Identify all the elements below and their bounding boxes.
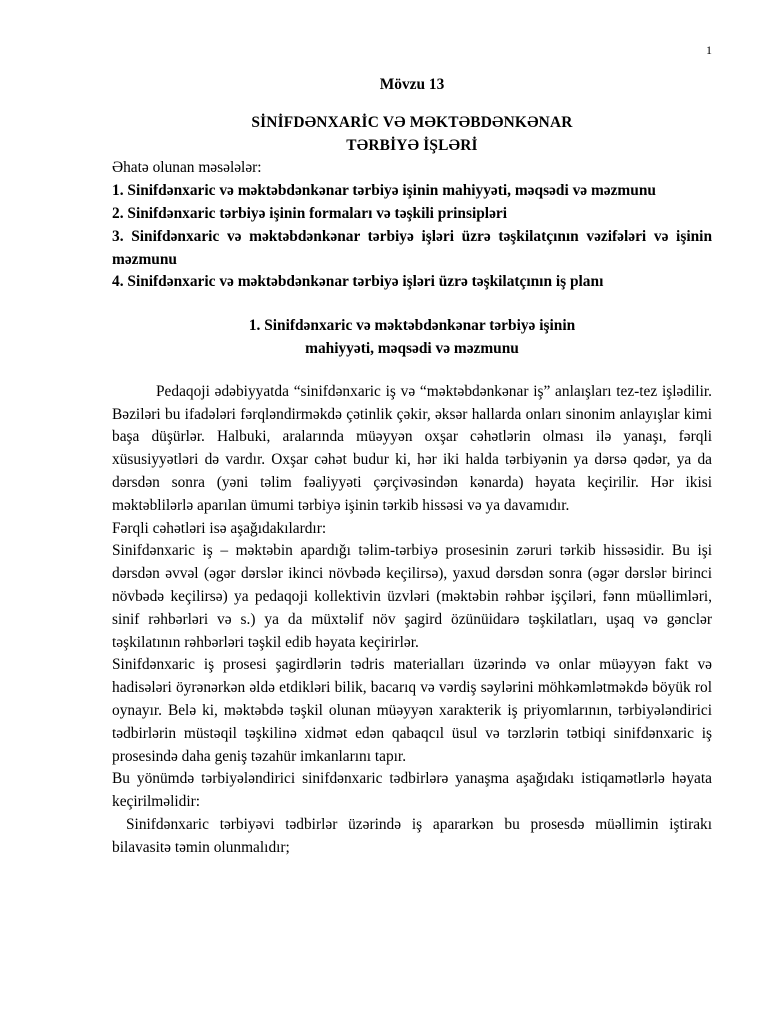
outline-item: 1. Sinifdənxaric və məktəbdənkənar tərbiyə işinin mahiyyəti, məqsədi və məzmunu [112,182,656,200]
section-heading-line: mahiyyəti, məqsədi və məzmunu [305,339,519,357]
bullet-item [112,814,712,860]
topic-label: Mövzu 13 [379,76,445,93]
document-body [112,74,712,860]
bullet-text: Sinifdənxaric tərbiyəvi tədbirlər üzərində iş apararkən bu prosesdə müəllimin iştirakı bilavasitə təmin olunmalıdır; [112,815,712,856]
paragraph: Sinifdənxaric iş – məktəbin apardığı təlim-tərbiyə prosesinin zəruri tərkib hissəsidir. Bu işi dərsdən əvvəl (əgər dərslər ikinci növbədə keçilirsə), yaxud dərsdən sonra (əgər dərslər birinci növbədə keçilirsə) ya pedaqoji kollektivin üzvləri (məktəbin rəhbər işçiləri, fənn müəllimləri, sinif rəhbərləri və s.) ya da müxtəlif növ şagird özünüidarə təşkilatları, uşaq və gənclər təşkilatının rəhbərləri təşkil edib həyata keçirirlər. [112,542,712,651]
section-heading-line: 1. Sinifdənxaric və məktəbdənkənar tərbiyə işinin [248,317,576,335]
section-heading [112,315,712,361]
outline-item: 2. Sinifdənxaric tərbiyə işinin formaları və təşkili prinsipləri [112,204,508,222]
paragraph: Bu yönümdə tərbiyələndirici sinifdənxaric tədbirlərə yanaşma aşağıdakı istiqamətlərlə həyata keçirilməlidir: [112,770,712,811]
outline-item: 4. Sinifdənxaric və məktəbdənkənar tərbiyə işləri üzrə təşkilatçının iş planı [112,273,604,291]
paragraph: Fərqli cəhətləri isə aşağıdakılardır: [112,519,327,537]
document-title [112,112,712,158]
paragraph: Pedaqoji ədəbiyyatda “sinifdənxaric iş və “məktəbdənkənar iş” anlaışları tez-tez işlədilir. Bəziləri bu ifadələri fərqləndirməkdə çətinlik çəkir, əksər hallarda onları sinonim anlayışlar kimi başa düşürlər. Halbuki, aralarında müəyyən oxşar cəhətlərin olması ilə yanaşı, fərqli xüsusiyyətləri də vardır. Oxşar cəhət budur ki, hər iki halda tərbiyənin ya dərsə qədər, ya da dərsdən sonra (yəni təlim fəaliyyəti çərçivəsindən kənarda) həyata keçirilir. Hər ikisi məktəblilərlə aparılan ümumi tərbiyə işinin tərkib hissəsi və ya davamıdır. [112,382,712,514]
page-number: 1 [706,43,712,57]
scope-label: Əhatə olunan məsələlər: [112,159,262,177]
outline-item: 3. Sinifdənxaric və məktəbdənkənar tərbiyə işləri üzrə təşkilatçının vəzifələri və işinin məzmunu [112,227,712,268]
title-line: SİNİFDƏNXARİC VƏ MƏKTƏBDƏNKƏNAR [251,113,573,131]
paragraph: Sinifdənxaric iş prosesi şagirdlərin tədris materialları üzərində və onlar müəyyən fakt və hadisələri öyrənərkən əldə etdikləri bilik, bacarıq və vərdiş səylərini möhkəmlətməkdə böyük rol oynayır. Belə ki, məktəbdə təşkil olunan müəyyən xarakterik iş priyomlarının, tərbiyələndirici tədbirlərin müstəqil təşkilinə xidmət edən qabaqcıl üsul və tərzlərin tətbiqi sinifdənxaric iş prosesində daha geniş təzahür imkanlarını tapır. [112,656,712,765]
title-line: TƏRBİYƏ İŞLƏRİ [346,136,478,154]
outline-list [112,180,712,294]
